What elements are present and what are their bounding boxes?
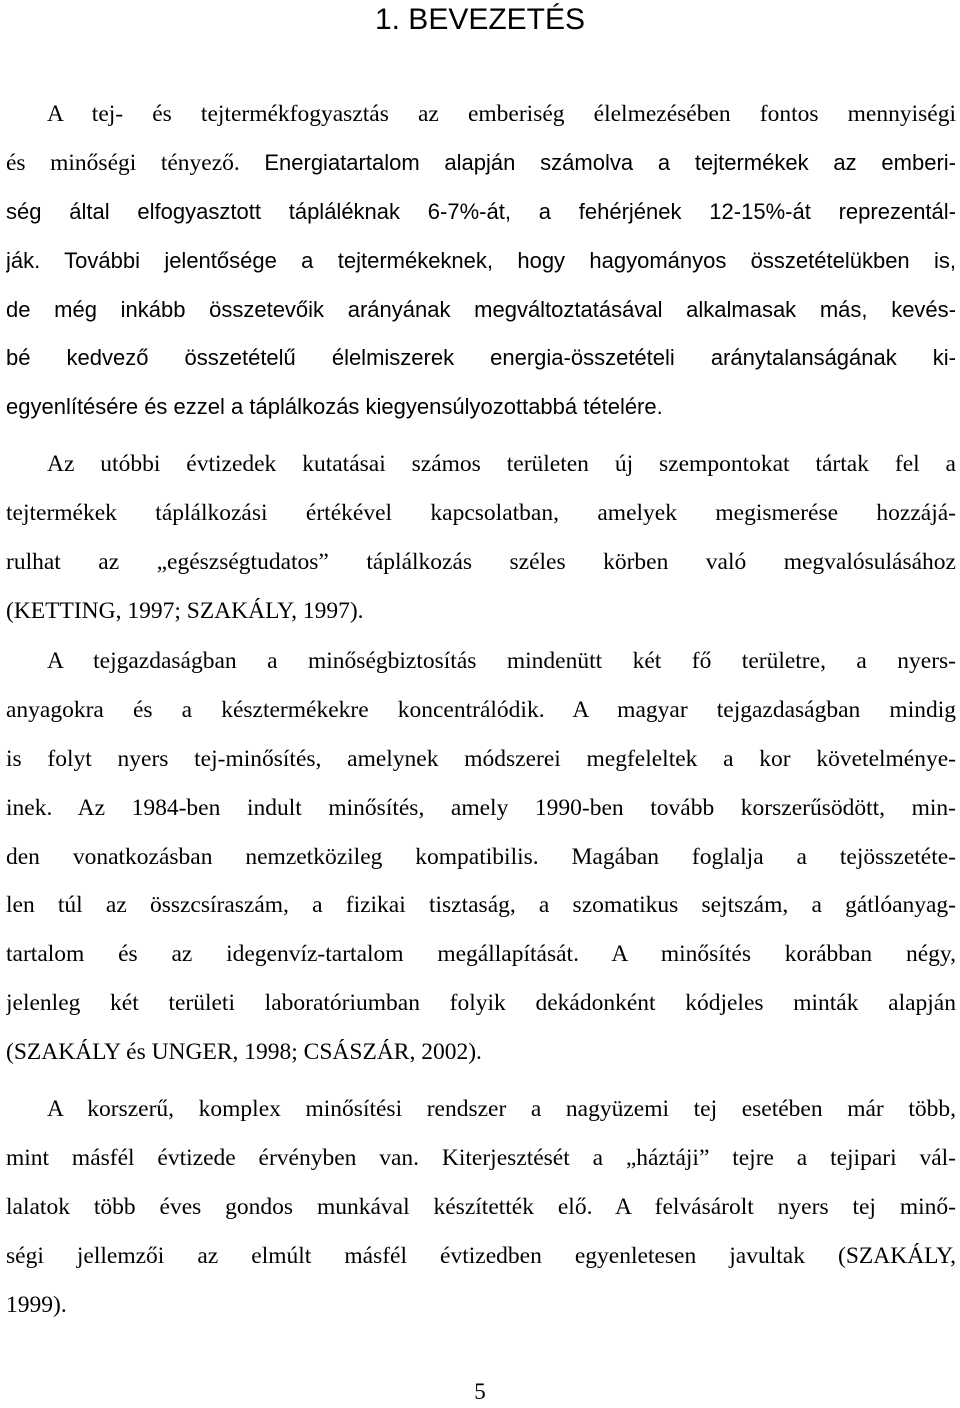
text-line: is folyt nyers tej-minősítés, amelynek módszerei megfeleltek a kor követelménye-: [6, 745, 956, 772]
text-line: ségi jellemzői az elmúlt másfél évtizedben egyenletesen javultak (SZAKÁLY,: [6, 1242, 956, 1269]
text-line: rulhat az „egészségtudatos” táplálkozás széles körben való megvalósulásához: [6, 548, 956, 575]
text-line: A korszerű, komplex minősítési rendszer a nagyüzemi tej esetében már több,: [47, 1096, 956, 1122]
text-line: (KETTING, 1997; SZAKÁLY, 1997).: [6, 597, 364, 624]
text-segment-serif: és minőségi tényező.: [6, 149, 265, 176]
text-line: A tejgazdaságban a minőségbiztosítás mindenütt két fő területre, a nyers-: [47, 648, 956, 674]
page-number: 5: [474, 1379, 486, 1404]
text-line-mixed: [6, 139, 956, 188]
text-line: bé kedvező összetételű élelmiszerek energia-összetételi aránytalanságának ki-: [6, 345, 956, 371]
text-line: jelenleg két területi laboratóriumban folyik dekádonként kódjeles minták alapján: [6, 990, 956, 1017]
text-line: tartalom és az idegenvíz-tartalom megállapítását. A minősítés korábban négy,: [6, 941, 956, 968]
text-line: tejtermékek táplálkozási értékével kapcsolatban, amelyek megismerése hozzájá-: [6, 499, 956, 526]
text-line: len túl az összcsíraszám, a fizikai tisztaság, a szomatikus sejtszám, a gátlóanyag-: [6, 892, 956, 919]
paragraph-2: [6, 440, 956, 636]
text-line: (SZAKÁLY és UNGER, 1998; CSÁSZÁR, 2002).: [6, 1039, 482, 1066]
text-line: egyenlítésére és ezzel a táplálkozás kiegyensúlyozottabbá tételére.: [6, 394, 663, 420]
text-line: lalatok több éves gondos munkával készítették elő. A felvásárolt nyers tej minő-: [6, 1193, 956, 1220]
text-line: 1999).: [6, 1291, 67, 1318]
text-line: ják. További jelentősége a tejtermékeknek, hogy hagyományos összetételükben is,: [6, 247, 956, 273]
text-line: anyagokra és a késztermékekre koncentrálódik. A magyar tejgazdaságban mindig: [6, 696, 956, 723]
text-line: A tej- és tejtermékfogyasztás az emberiség élelmezésében fontos mennyiségi: [47, 101, 956, 127]
text-line: de még inkább összetevőik arányának megváltoztatásával alkalmasak más, kevés-: [6, 296, 956, 322]
text-line: den vonatkozásban nemzetközileg kompatibilis. Magában foglalja a tejösszetéte-: [6, 843, 956, 870]
text-line: inek. Az 1984-ben indult minősítés, amely 1990-ben tovább korszerűsödött, min-: [6, 794, 956, 821]
text-line: mint másfél évtizede érvényben van. Kiterjesztését a „háztáji” tejre a tejipari vál-: [6, 1144, 956, 1171]
paragraph-3: [6, 637, 956, 1077]
paragraph-4: [6, 1085, 956, 1329]
paragraph-1: [6, 90, 956, 432]
chapter-heading: 1. BEVEZETÉS: [374, 3, 586, 36]
text-segment-sans: Energiatartalom alapján számolva a tejtermékek az emberi-: [264, 149, 956, 175]
text-line: Az utóbbi évtizedek kutatásai számos területen új szempontokat tártak fel a: [47, 451, 956, 477]
text-line: ség által elfogyasztott tápláléknak 6-7%-át, a fehérjének 12-15%-át reprezentál-: [6, 198, 956, 224]
